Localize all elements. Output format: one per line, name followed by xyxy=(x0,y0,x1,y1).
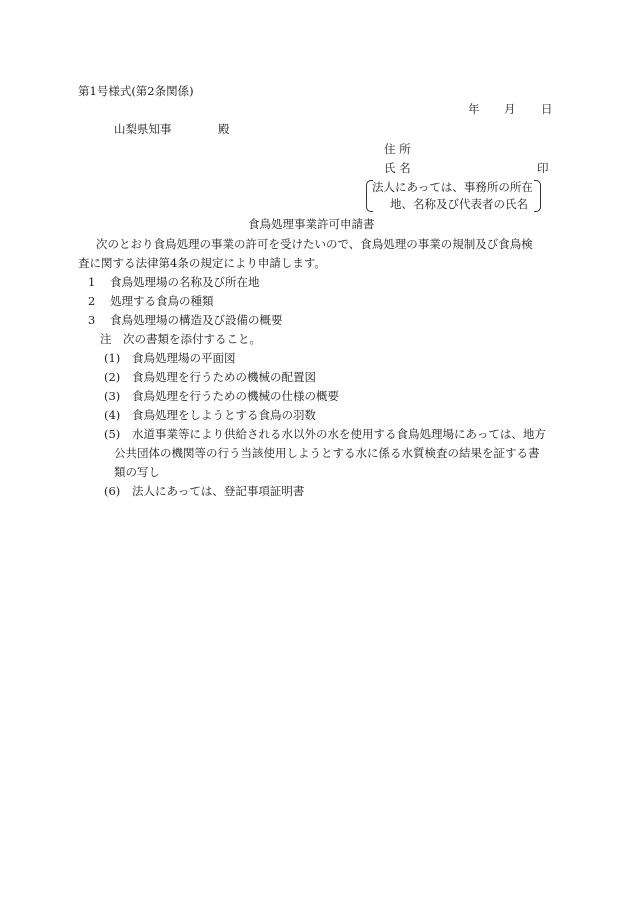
attachment-text: 水道事業等により供給される水以外の水を使用する食鳥処理場にあっては、地方 xyxy=(132,427,546,441)
document-title: 食鳥処理事業許可申請書 xyxy=(248,217,375,231)
item-text: 食鳥処理場の構造及び設備の概要 xyxy=(110,313,283,327)
attachment-text: 食鳥処理場の平面図 xyxy=(132,351,236,365)
addressee-honorific: 殿 xyxy=(218,122,230,136)
note-heading: 注 次の書類を添付すること。 xyxy=(100,332,261,346)
attachment-number: (6) xyxy=(104,484,121,498)
intro-line-2: 査に関する法律第4条の規定により申請します。 xyxy=(78,256,326,270)
addressee: 山梨県知事 xyxy=(114,122,172,136)
attachment-text: 食鳥処理をしようとする食鳥の羽数 xyxy=(132,408,316,422)
attachment-number: (3) xyxy=(104,389,121,403)
attachment-number: (1) xyxy=(104,351,121,365)
date-year: 年 xyxy=(468,102,480,116)
attachment-number: (2) xyxy=(104,370,121,384)
address-label: 住 所 xyxy=(384,142,411,156)
attachment-text: 食鳥処理を行うための機械の仕様の概要 xyxy=(132,389,339,403)
item-number: 3 xyxy=(88,313,96,327)
intro-line-1: 次のとおり食鳥処理の事業の許可を受けたいので、食鳥処理の事業の規制及び食鳥検 xyxy=(96,237,533,251)
attachment-number: (5) xyxy=(104,427,121,441)
attachment-text-continued: 公共団体の機関等の行う当該使用しようとする水に係る水質検査の結果を証する書 xyxy=(114,446,540,460)
item-number: 2 xyxy=(88,294,96,308)
item-text: 食鳥処理場の名称及び所在地 xyxy=(110,275,260,289)
item-text: 処理する食鳥の種類 xyxy=(110,294,214,308)
item-number: 1 xyxy=(88,275,96,289)
note-bracket-right xyxy=(534,180,541,212)
date-day: 日 xyxy=(541,102,553,116)
date-month: 月 xyxy=(504,102,516,116)
attachment-number: (4) xyxy=(104,408,121,422)
corporate-note-line-2: 地、名称及び代表者の氏名 xyxy=(390,197,528,211)
name-label: 氏 名 xyxy=(384,161,411,175)
attachment-text: 法人にあっては、登記事項証明書 xyxy=(132,484,305,498)
attachment-text-continued: 類の写し xyxy=(114,465,160,479)
form-number-label: 第1号様式(第2条関係) xyxy=(78,84,194,98)
attachment-text: 食鳥処理を行うための機械の配置図 xyxy=(132,370,316,384)
corporate-note-line-1: 法人にあっては、事務所の所在 xyxy=(372,180,533,194)
seal-mark: 印 xyxy=(537,161,549,175)
